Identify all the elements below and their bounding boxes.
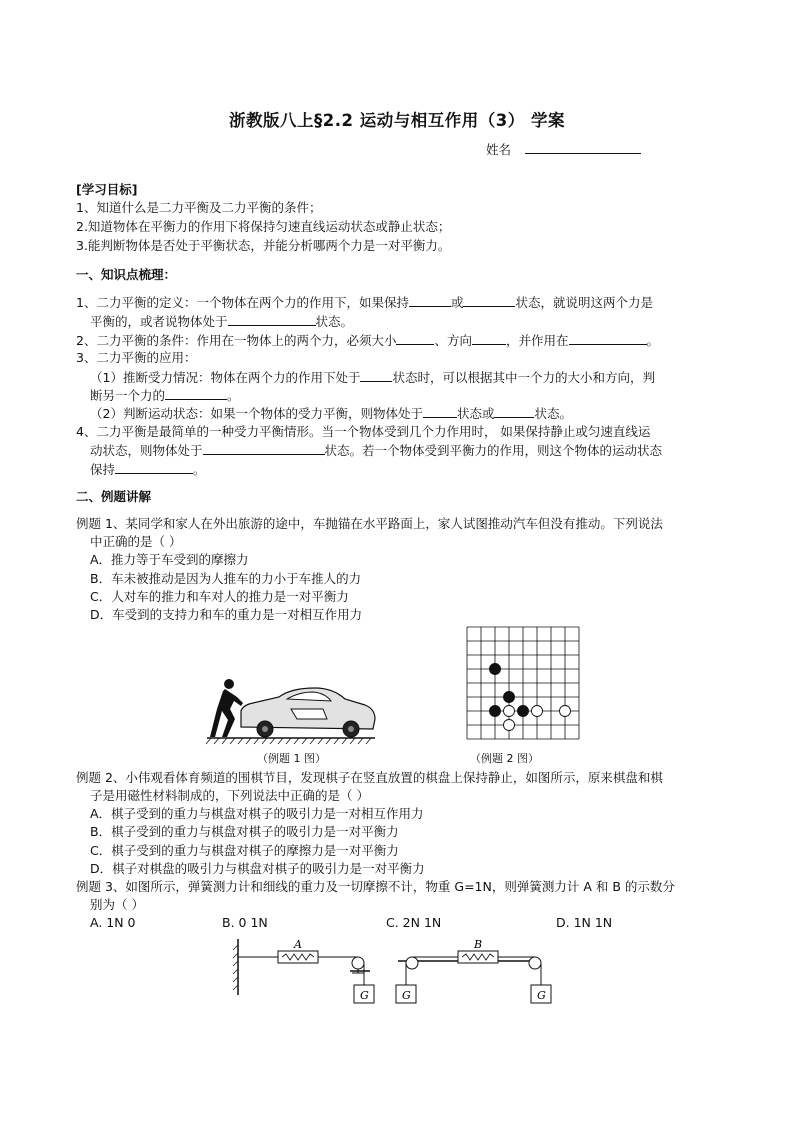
ex3-option: D. 1N 1N [556, 915, 613, 930]
blank [228, 312, 316, 326]
ex3-option: A. 1N 0 [90, 915, 136, 930]
p1-text-c: 状态，就说明这两个力是 [515, 295, 653, 310]
ex1-option: D．车受到的支持力和车的重力是一对相互作用力 [90, 607, 363, 622]
p31-text-b: 状态时，可以根据其中一个力的大小和方向，判 [392, 370, 655, 385]
p4-line2 [90, 441, 662, 460]
p31-text-a: （1）推断受力情况：物体在两个力的作用下处于 [90, 370, 361, 385]
blank [115, 460, 193, 474]
p31-text-d: 。 [227, 388, 240, 403]
p4-line1: 4、二力平衡是最简单的一种受力平衡情形。当一个物体受到几个力作用时， 如果保持静止或匀速直线运 [76, 424, 651, 439]
ex1-stem-line2: 中正确的是（ ） [90, 534, 182, 549]
car-body [241, 688, 375, 737]
p1-line1 [76, 293, 653, 312]
white-stone [504, 720, 515, 731]
white-stone [504, 706, 515, 717]
ex2-option: C．棋子受到的重力与棋盘对棋子的摩擦力是一对平衡力 [90, 843, 399, 858]
p2-text-b: 、方向 [434, 333, 472, 348]
weight-label: G [537, 989, 546, 1002]
setup-b [396, 951, 551, 1003]
p4-text-d: 保持 [90, 462, 116, 477]
name-field [486, 140, 641, 159]
p3-line: 3、二力平衡的应用： [76, 350, 197, 365]
p1-text-d: 平衡的，或者说物体处于 [90, 314, 228, 329]
blank [409, 293, 451, 307]
blank [423, 404, 457, 418]
p32-text-c: 状态。 [534, 406, 572, 421]
p1-text-a: 1、二力平衡的定义：一个物体在两个力的作用下，如果保持 [76, 295, 409, 310]
fig1-caption: （例题 1 图） [257, 752, 326, 765]
objective-item: 1、知道什么是二力平衡及二力平衡的条件； [76, 200, 322, 215]
p2-text-c: ，并作用在 [505, 333, 569, 348]
ex3-stem-line1: 例题 3、如图所示，弹簧测力计和细线的重力及一切摩擦不计，物重 G=1N，则弹簧测力计 A 和 B 的示数分 [76, 879, 675, 894]
setup-a [233, 939, 374, 1003]
ex2-option: B．棋子受到的重力与棋盘对棋子的吸引力是一对平衡力 [90, 824, 399, 839]
ex1-option: A．推力等于车受到的摩擦力 [90, 552, 249, 567]
p31-text-c: 断另一个力的 [90, 388, 166, 403]
blank [569, 331, 647, 345]
p1-text-e: 状态。 [315, 314, 354, 329]
ex2-option: D．棋子对棋盘的吸引力与棋盘对棋子的吸引力是一对平衡力 [90, 861, 425, 876]
ex2-stem-line1: 例题 2、小伟观看体育频道的围棋节目，发现棋子在竖直放置的棋盘上保持静止，如图所示，原来棋盘和棋 [76, 770, 663, 785]
p3-2-line [90, 404, 572, 423]
ex1-option: B．车未被推动是因为人推车的力小于车推人的力 [90, 571, 362, 586]
white-stone [560, 706, 571, 717]
blank [165, 386, 227, 400]
black-stone [490, 706, 501, 717]
weight-label: G [402, 989, 411, 1002]
blank [463, 293, 515, 307]
objective-item: 3.能判断物体是否处于平衡状态，并能分析哪两个力是一对平衡力。 [76, 238, 451, 253]
objectives-heading: [学习目标] [76, 182, 138, 197]
ex1-option: C．人对车的推力和车对人的推力是一对平衡力 [90, 589, 349, 604]
board-grid [467, 627, 579, 739]
label-b: B [474, 938, 483, 951]
blank [396, 331, 434, 345]
blank [203, 441, 325, 455]
p2-text-d: 。 [646, 333, 660, 348]
p4-text-c: 状态。若一个物体受到平衡力的作用，则这个物体的运动状态 [324, 443, 663, 458]
blank [360, 368, 392, 382]
label-a: A [294, 938, 302, 951]
page-title: 浙教版八上§2.2 运动与相互作用（3） 学案 [229, 111, 565, 130]
p2-line [76, 331, 659, 350]
p3-1-line1 [90, 368, 655, 387]
p1-text-b: 或 [450, 295, 464, 310]
name-label: 姓名 [486, 142, 512, 157]
blank [494, 404, 534, 418]
p3-1-line2 [90, 386, 240, 405]
go-board-figure [466, 626, 593, 748]
p4-text-e: 。 [193, 462, 206, 477]
black-stone [518, 706, 529, 717]
p2-text-a: 2、二力平衡的条件：作用在一物体上的两个力，必须大小 [76, 333, 397, 348]
car-push-figure [205, 675, 377, 745]
ex1-stem-line1: 例题 1、某同学和家人在外出旅游的途中，车抛锚在水平路面上，家人试图推动汽车但没有推动。下列说法 [76, 516, 663, 531]
ex2-stem-line2: 子是用磁性材料制成的，下列说法中正确的是（ ） [90, 788, 369, 803]
p1-line2 [90, 312, 353, 331]
person-silhouette [210, 679, 243, 737]
p4-text-b: 动状态，则物体处于 [90, 443, 203, 458]
white-stone [532, 706, 543, 717]
ex3-stem-line2: 别为（ ） [90, 897, 144, 912]
p4-line3 [90, 460, 206, 479]
spring-scale-figure [230, 935, 560, 1010]
objective-item: 2.知道物体在平衡力的作用下将保持匀速直线运动状态或静止状态； [76, 219, 451, 234]
p32-text-b: 状态或 [456, 406, 495, 421]
p32-text-a: （2）判断运动状态：如果一个物体的受力平衡，则物体处于 [90, 406, 423, 421]
section1-heading: 一、知识点梳理： [76, 267, 177, 282]
section2-heading: 二、例题讲解 [76, 489, 152, 504]
ex2-option: A．棋子受到的重力与棋盘对棋子的吸引力是一对相互作用力 [90, 806, 424, 821]
name-blank [525, 140, 641, 154]
ex3-option: B. 0 1N [222, 915, 268, 930]
weight-label: G [360, 989, 369, 1002]
blank [472, 331, 506, 345]
fig2-caption: （例题 2 图） [470, 752, 539, 765]
ex3-option: C. 2N 1N [386, 915, 442, 930]
black-stone [504, 692, 515, 703]
black-stone [490, 664, 501, 675]
